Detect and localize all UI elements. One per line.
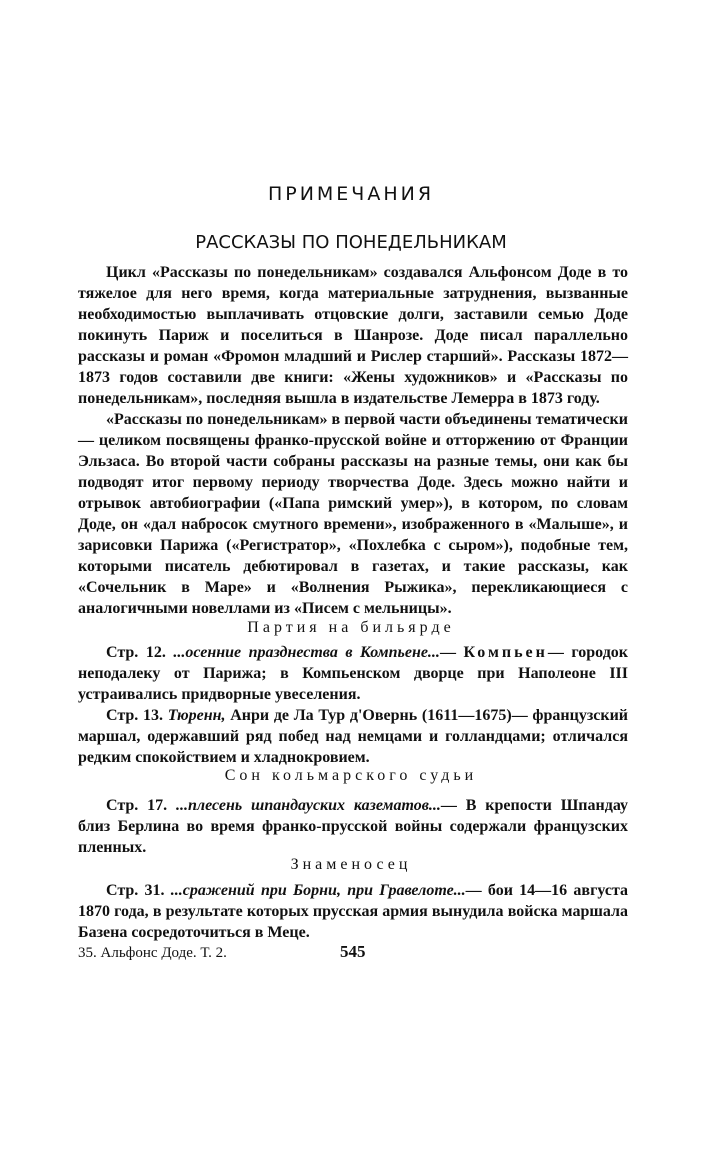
section-heading-billiards: Партия на бильярде bbox=[247, 619, 455, 636]
notes-colmar-judge bbox=[78, 795, 628, 858]
note-quote: Тюренн, bbox=[167, 707, 226, 724]
note-item bbox=[78, 642, 628, 705]
intro-paragraph-1: Цикл «Рассказы по понедельникам» создавался Альфонсом Доде в то тяжелое для него время, когда материальные затруднения, вызванные необходимостью выплачивать отцовские долги, заставили семью Доде покинуть Париж и поселиться в Шанрозе. Доде писал параллельно рассказы и роман «Фромон младший и Рислер старший». Рассказы 1872—1873 годов составили две книги: «Жены художников» и «Рассказы по понедельникам», последняя вышла в издательстве Лемерра в 1873 году. bbox=[78, 264, 628, 407]
note-text: — В крепости Шпандау близ Берлина во время франко-прусской войны содержали французских пленных. bbox=[78, 797, 629, 856]
note-item bbox=[78, 880, 628, 943]
note-term: Компьен bbox=[463, 644, 548, 661]
intro-block bbox=[78, 262, 628, 619]
note-quote: ...плесень шпандауских казематов... bbox=[175, 797, 441, 814]
note-item bbox=[78, 705, 628, 768]
note-text: — городок неподалеку от Парижа; в Компьенском дворце при Наполеоне III устраивались придворные увеселения. bbox=[78, 644, 629, 703]
note-ref: Стр. 17. bbox=[106, 797, 176, 814]
note-dash: — bbox=[439, 644, 464, 661]
intro-paragraph-2: «Рассказы по понедельникам» в первой части объединены тематически — целиком посвящены франко-прусской войне и отторжению от Франции Эльзаса. Во второй части собраны рассказы на разные темы, они как бы подводят итог первому периоду творчества Доде. Здесь можно найти и отрывок автобиографии («Папа римский умер»), в котором, по словам Доде, он «дал набросок смутного времени», изображенного в «Малыше», и зарисовки Парижа («Регистратор», «Похлебка с сыром»), подобные тем, которыми писатель дебютировал в газетах, и такие рассказы, как «Сочельник в Маре» и «Волнения Рыжика», перекликающиеся с аналогичными новеллами из «Писем с мельницы». bbox=[78, 411, 628, 617]
signature-mark: 35. Альфонс Доде. Т. 2. bbox=[78, 945, 227, 961]
page-title: ПРИМЕЧАНИЯ bbox=[267, 183, 435, 205]
page-number: 545 bbox=[340, 942, 366, 961]
note-text: Анри де Ла Тур д'Овернь (1611—1675)— французский маршал, одержавший ряд побед над немцами и голландцами; отличался редким спокойствием и хладнокровием. bbox=[78, 707, 629, 766]
note-ref: Стр. 13. bbox=[106, 707, 168, 724]
section-heading-standard-bearer: Знаменосец bbox=[290, 856, 412, 873]
note-text: — бои 14—16 августа 1870 года, в результате которых прусская армия вынудила войска маршала Базена сосредоточиться в Меце. bbox=[78, 882, 628, 941]
note-ref: Стр. 31. bbox=[106, 882, 171, 899]
note-item bbox=[78, 795, 628, 858]
section-heading-colmar-judge: Сон кольмарского судьи bbox=[224, 767, 478, 784]
section-title: РАССКАЗЫ ПО ПОНЕДЕЛЬНИКАМ bbox=[195, 232, 507, 253]
notes-billiards bbox=[78, 642, 628, 768]
note-quote: ...осенние празднества в Компьене... bbox=[173, 644, 440, 661]
note-ref: Стр. 12. bbox=[106, 644, 174, 661]
notes-standard-bearer bbox=[78, 880, 628, 943]
note-quote: ...сражений при Борни, при Гравелоте... bbox=[170, 882, 466, 899]
